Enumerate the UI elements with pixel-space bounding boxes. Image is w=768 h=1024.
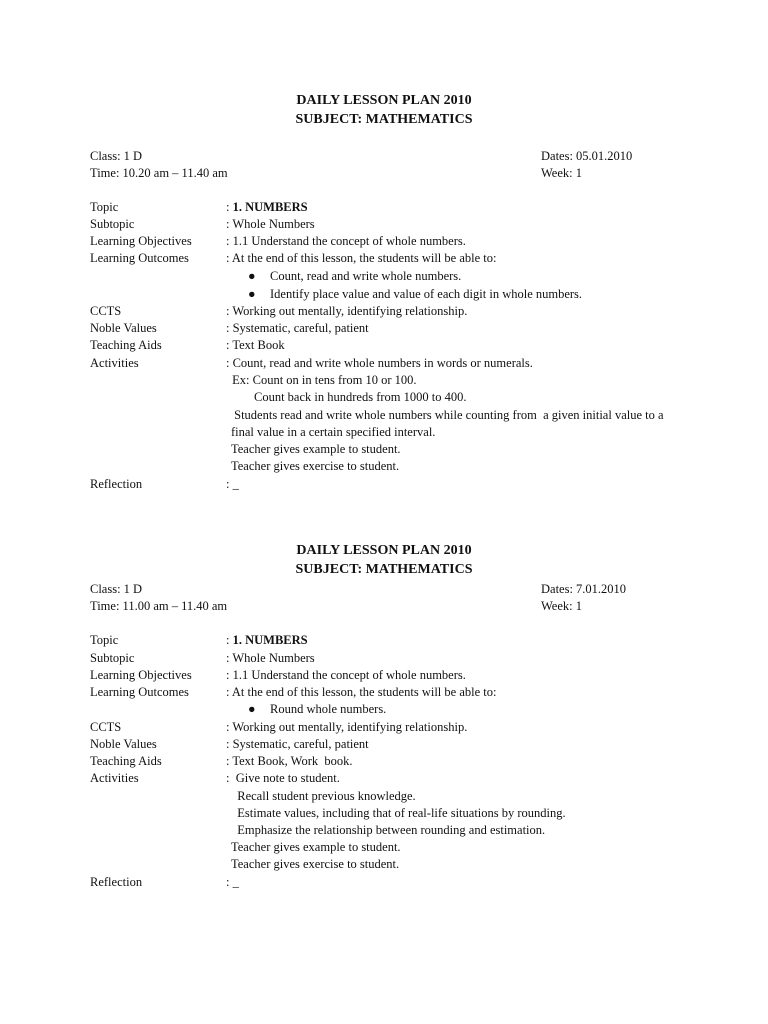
dates-field: Dates: 05.01.2010 <box>541 149 633 163</box>
topic-label: Topic <box>90 200 119 214</box>
activity-line: final value in a certain specified interval. <box>231 425 436 439</box>
objectives-value: : 1.1 Understand the concept of whole numbers. <box>226 234 466 248</box>
ccts-label: CCTS <box>90 304 122 318</box>
teaching-aids-value: : Text Book, Work book. <box>226 754 353 768</box>
activities-label: Activities <box>90 771 139 785</box>
outcomes-value: : At the end of this lesson, the students will be able to: <box>226 685 497 699</box>
activity-line: Teacher gives exercise to student. <box>231 459 400 473</box>
reflection-value: : _ <box>226 875 239 889</box>
activity-line: Recall student previous knowledge. <box>231 789 416 803</box>
noble-values-value: : Systematic, careful, patient <box>226 321 369 335</box>
bullet-icon: ● <box>248 702 256 716</box>
outcome-bullet: ● Identify place value and value of each digit in whole numbers. <box>248 287 583 301</box>
subtopic-value: : Whole Numbers <box>226 651 315 665</box>
outcomes-value: : At the end of this lesson, the students will be able to: <box>226 251 497 265</box>
noble-values-label: Noble Values <box>90 737 157 751</box>
objectives-label: Learning Objectives <box>90 668 192 682</box>
noble-values-value: : Systematic, careful, patient <box>226 737 369 751</box>
topic-value: : 1. NUMBERS <box>226 200 308 214</box>
activity-line: Estimate values, including that of real-life situations by rounding. <box>231 806 566 820</box>
time-field: Time: 11.00 am – 11.40 am <box>90 599 228 613</box>
activity-line: Ex: Count on in tens from 10 or 100. <box>229 373 417 387</box>
outcome-bullet: ● Count, read and write whole numbers. <box>248 269 462 283</box>
topic-label: Topic <box>90 633 119 647</box>
ccts-value: : Working out mentally, identifying relationship. <box>226 720 468 734</box>
subtopic-label: Subtopic <box>90 651 135 665</box>
activity-line: Teacher gives example to student. <box>231 442 401 456</box>
subtopic-value: : Whole Numbers <box>226 217 315 231</box>
plan-title: DAILY LESSON PLAN 2010 <box>296 93 472 108</box>
outcomes-label: Learning Outcomes <box>90 251 189 265</box>
subtopic-label: Subtopic <box>90 217 135 231</box>
class-field: Class: 1 D <box>90 149 143 163</box>
outcomes-label: Learning Outcomes <box>90 685 189 699</box>
topic-value: : 1. NUMBERS <box>226 633 308 647</box>
dates-field: Dates: 7.01.2010 <box>541 582 627 596</box>
activity-line: Students read and write whole numbers while counting from a given initial value to a <box>231 408 664 422</box>
plan-subject: SUBJECT: MATHEMATICS <box>295 112 473 127</box>
reflection-label: Reflection <box>90 875 143 889</box>
ccts-label: CCTS <box>90 720 122 734</box>
objectives-label: Learning Objectives <box>90 234 192 248</box>
activity-line: Emphasize the relationship between rounding and estimation. <box>231 823 546 837</box>
plan-subject: SUBJECT: MATHEMATICS <box>295 562 473 577</box>
objectives-value: : 1.1 Understand the concept of whole numbers. <box>226 668 466 682</box>
activity-line: Count back in hundreds from 1000 to 400. <box>254 390 467 404</box>
bullet-icon: ● <box>248 287 256 301</box>
plan-title: DAILY LESSON PLAN 2010 <box>296 543 472 558</box>
teaching-aids-label: Teaching Aids <box>90 754 162 768</box>
week-field: Week: 1 <box>541 166 582 180</box>
activity-line: : Give note to student. <box>226 771 340 785</box>
reflection-label: Reflection <box>90 477 143 491</box>
reflection-value: : _ <box>226 477 239 491</box>
activity-line: : Count, read and write whole numbers in words or numerals. <box>226 356 533 370</box>
class-field: Class: 1 D <box>90 582 143 596</box>
week-field: Week: 1 <box>541 599 582 613</box>
noble-values-label: Noble Values <box>90 321 157 335</box>
activity-line: Teacher gives example to student. <box>231 840 401 854</box>
ccts-value: : Working out mentally, identifying relationship. <box>226 304 468 318</box>
time-field: Time: 10.20 am – 11.40 am <box>90 166 228 180</box>
teaching-aids-label: Teaching Aids <box>90 338 162 352</box>
bullet-icon: ● <box>248 269 256 283</box>
activity-line: Teacher gives exercise to student. <box>231 857 400 871</box>
activities-label: Activities <box>90 356 139 370</box>
teaching-aids-value: : Text Book <box>226 338 285 352</box>
outcome-bullet: ● Round whole numbers. <box>248 702 387 716</box>
